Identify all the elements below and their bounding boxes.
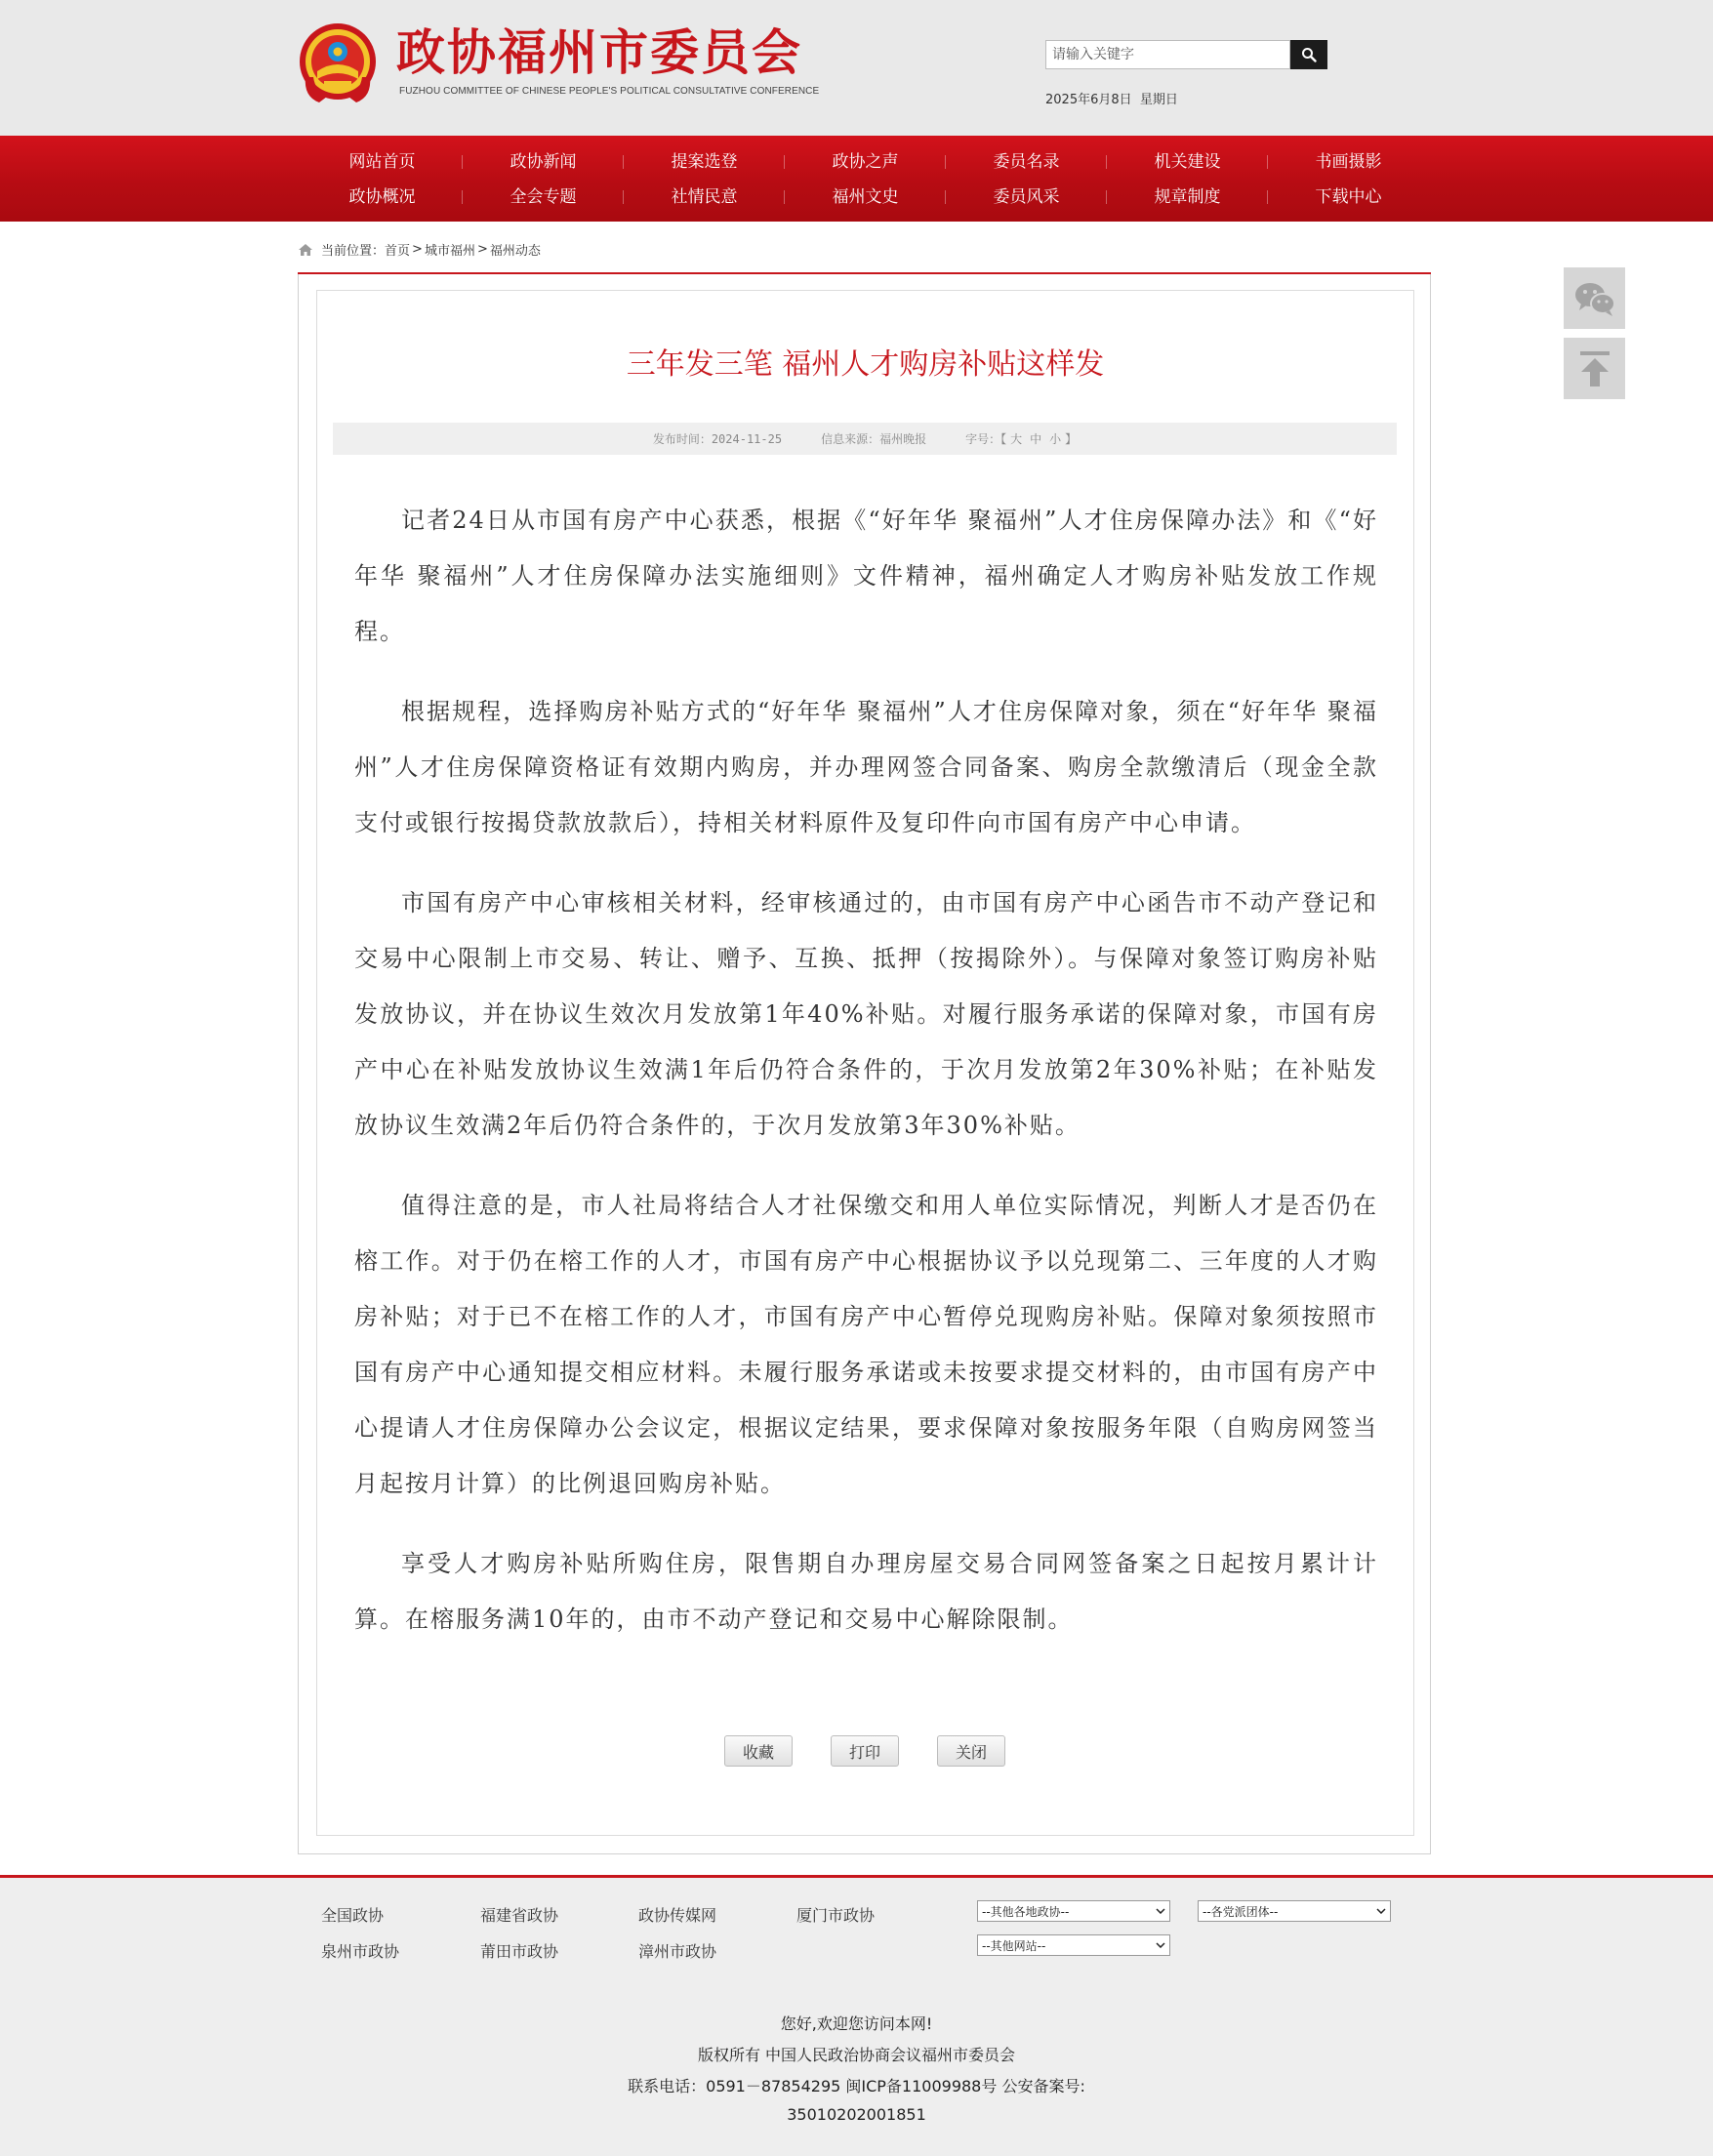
chevron-down-icon — [1376, 1908, 1386, 1914]
nav-item-downloads[interactable]: 下载中心 — [1315, 187, 1382, 207]
cppcc-emblem-icon[interactable] — [298, 20, 378, 104]
weekday-text: 星期日 — [1139, 93, 1178, 107]
site-title[interactable]: 政协福州市委员会 — [396, 23, 802, 81]
breadcrumb — [298, 240, 541, 259]
chevron-down-icon — [1156, 1908, 1165, 1914]
article-title: 三年发三笔 福州人才购房补贴这样发 — [626, 347, 1105, 382]
link-xiamen-cppcc[interactable]: 厦门市政协 — [796, 1906, 876, 1925]
chevron-down-icon — [1156, 1942, 1165, 1948]
publish-time: 发布时间：2024-11-25 — [652, 432, 783, 446]
link-zhangzhou-cppcc[interactable]: 漳州市政协 — [638, 1942, 717, 1961]
article-meta — [333, 423, 1397, 455]
search-button[interactable] — [1290, 40, 1327, 69]
wechat-button[interactable] — [1564, 267, 1625, 329]
font-size-end: 】 — [1065, 432, 1078, 446]
main-nav — [0, 136, 1713, 222]
print-button[interactable]: 打印 — [831, 1735, 899, 1767]
article-actions — [724, 1735, 1043, 1767]
nav-row-1 — [302, 149, 1444, 175]
link-cppcc-media[interactable]: 政协传媒网 — [638, 1906, 717, 1925]
nav-item-plenary[interactable]: 全会专题 — [463, 184, 624, 210]
breadcrumb-home[interactable]: 首页 — [385, 244, 411, 259]
article-paragraph: 根据规程，选择购房补贴方式的“好年华 聚福州”人才住房保障对象，须在“好年华 聚福州”人才住房保障资格证有效期内购房，并办理网签合同备案、购房全款缴清后（现金全款支付或银行按揭贷款放款后），持相关材料原件及复印件向市国有房产中心申请。 — [354, 698, 1378, 836]
article-paragraph: 值得注意的是，市人社局将结合人才社保缴交和用人单位实际情况，判断人才是否仍在榕工作。对于仍在榕工作的人才，市国有房产中心根据协议予以兑现第二、三年度的人才购房补贴；对于已不在榕工作的人才，市国有房产中心暂停兑现购房补贴。保障对象须按照市国有房产中心通知提交相应材料。未履行服务承诺或未按要求提交材料的，由市国有房产中心提请人才住房保障办公会议定，根据议定结果，要求保障对象按服务年限（自购房网签当月起按月计算）的比例退回购房补贴。 — [354, 1192, 1378, 1497]
font-size-control — [965, 430, 1077, 447]
current-date — [1045, 89, 1178, 107]
select-other-sites[interactable] — [977, 1934, 1170, 1956]
wechat-icon — [1573, 280, 1616, 317]
article-paragraph: 享受人才购房补贴所购住房，限售期自办理房屋交易合同网签备案之日起按月累计计算。在榕服务满10年的，由市不动产登记和交易中心解除限制。 — [354, 1550, 1378, 1633]
select-party-groups[interactable] — [1198, 1900, 1391, 1922]
nav-item-regulations[interactable]: 规章制度 — [1107, 184, 1268, 210]
breadcrumb-separator: > — [476, 242, 488, 257]
link-fujian-cppcc[interactable]: 福建省政协 — [480, 1906, 559, 1925]
footer-welcome: 您好,欢迎您访问本网! — [780, 2014, 933, 2033]
select-other-cppcc[interactable] — [977, 1900, 1170, 1922]
close-button[interactable]: 关闭 — [937, 1735, 1005, 1767]
back-to-top-icon — [1578, 349, 1611, 388]
nav-item-public-opinion[interactable]: 社情民意 — [624, 184, 785, 210]
nav-row-2 — [302, 184, 1444, 210]
site-subtitle: FUZHOU COMMITTEE OF CHINESE PEOPLE'S POLITICAL CONSULTATIVE CONFERENCE — [399, 86, 820, 97]
breadcrumb-city[interactable]: 城市福州 — [424, 244, 475, 259]
home-icon — [298, 243, 313, 257]
link-quanzhou-cppcc[interactable]: 泉州市政协 — [321, 1942, 400, 1961]
nav-item-proposals[interactable]: 提案选登 — [624, 149, 785, 175]
nav-item-member-profile[interactable]: 委员风采 — [946, 184, 1107, 210]
font-size-label: 字号：【 — [965, 432, 1007, 446]
breadcrumb-separator: > — [412, 242, 423, 257]
favorite-button[interactable]: 收藏 — [724, 1735, 793, 1767]
nav-item-overview[interactable]: 政协概况 — [302, 184, 463, 210]
date-text: 2025年6月8日 — [1045, 93, 1132, 107]
link-putian-cppcc[interactable]: 莆田市政协 — [480, 1942, 559, 1961]
select-value: --其他网站-- — [982, 1938, 1046, 1953]
site-header — [0, 0, 1713, 136]
breadcrumb-label: 当前位置： — [321, 244, 386, 259]
article-body — [354, 493, 1378, 1672]
select-value: --其他各地政协-- — [982, 1904, 1070, 1919]
font-size-large[interactable]: 大 — [1010, 432, 1023, 446]
search-icon — [1301, 47, 1317, 62]
footer-record-number: 35010202001851 — [787, 2105, 926, 2124]
friendly-links — [0, 1878, 1713, 1983]
select-value: --各党派团体-- — [1203, 1904, 1279, 1919]
nav-item-art-photo[interactable]: 书画摄影 — [1315, 152, 1382, 172]
nav-item-home[interactable]: 网站首页 — [302, 149, 463, 175]
article-paragraph: 市国有房产中心审核相关材料，经审核通过的，由市国有房产中心函告市不动产登记和交易中心限制上市交易、转让、赠予、互换、抵押（按揭除外）。与保障对象签订购房补贴发放协议，并在协议生效次月发放第1年40%补贴。对履行服务承诺的保障对象，市国有房产中心在补贴发放协议生效满1年后仍符合条件的，于次月发放第2年30%补贴；在补贴发放协议生效满2年后仍符合条件的，于次月发放第3年30%补贴。 — [354, 889, 1378, 1139]
font-size-small[interactable]: 小 — [1049, 432, 1062, 446]
footer-copyright-text: 版权所有 中国人民政治协商会议福州市委员会 — [697, 2046, 1016, 2064]
back-to-top-button[interactable] — [1564, 338, 1625, 399]
info-source: 信息来源：福州晚报 — [821, 432, 927, 446]
nav-item-news[interactable]: 政协新闻 — [463, 149, 624, 175]
nav-item-member-list[interactable]: 委员名录 — [946, 149, 1107, 175]
font-size-medium[interactable]: 中 — [1030, 432, 1042, 446]
nav-item-voice[interactable]: 政协之声 — [785, 149, 946, 175]
search-box — [1045, 40, 1290, 69]
article-paragraph: 记者24日从市国有房产中心获悉，根据《“好年华 聚福州”人才住房保障办法》和《“好年华 聚福州”人才住房保障办法实施细则》文件精神，福州确定人才购房补贴发放工作规程。 — [354, 507, 1378, 645]
search-input[interactable] — [1046, 41, 1289, 68]
link-national-cppcc[interactable]: 全国政协 — [321, 1906, 385, 1925]
footer-copyright — [0, 1983, 1713, 2156]
nav-item-organ-building[interactable]: 机关建设 — [1107, 149, 1268, 175]
nav-item-culture-history[interactable]: 福州文史 — [785, 184, 946, 210]
footer-contact: 联系电话：0591－87854295 闽ICP备11009988号 公安备案号: — [628, 2077, 1085, 2095]
breadcrumb-news[interactable]: 福州动态 — [489, 244, 541, 259]
